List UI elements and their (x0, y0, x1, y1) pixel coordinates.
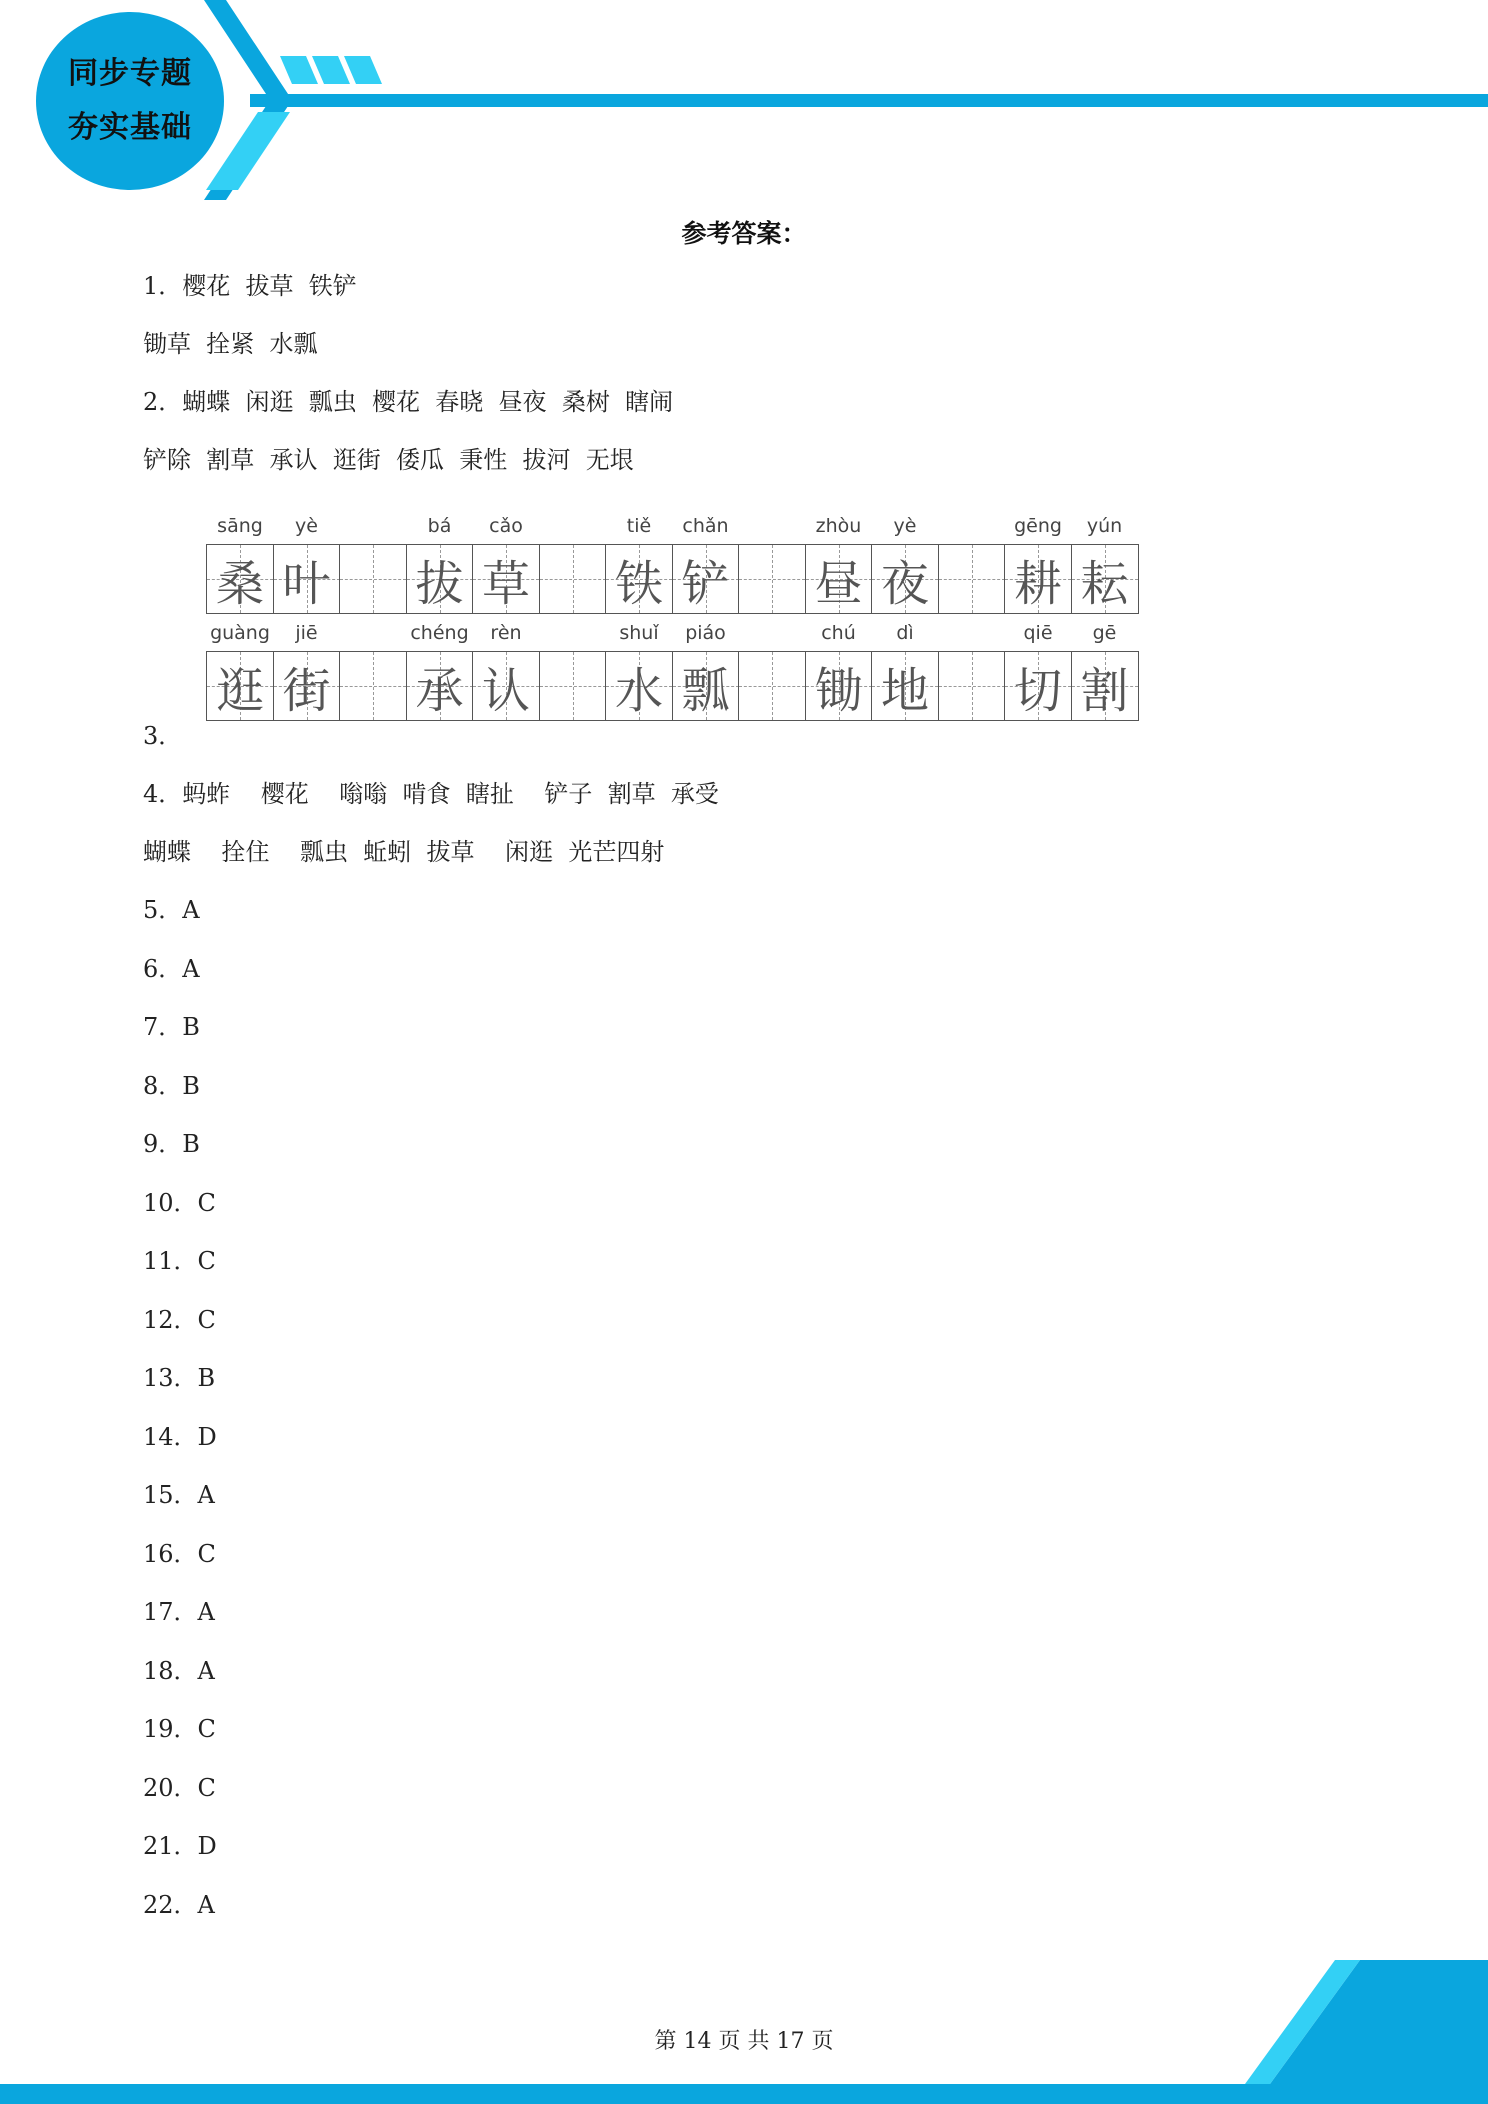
hanzi-character: 铲 (681, 555, 730, 612)
pinyin-label: sāng (217, 515, 263, 537)
hanzi-character: 割 (1080, 662, 1129, 719)
grid-cell (472, 622, 540, 721)
answer-title: 参考答案： (681, 219, 807, 248)
badge-line-1: 同步专题 (68, 56, 192, 91)
pinyin-label: rèn (490, 622, 522, 644)
answer-line: 14．D (143, 1423, 217, 1451)
hanzi-character: 街 (282, 662, 331, 719)
grid-cell (472, 515, 540, 614)
hanzi-character: 锄 (814, 662, 863, 719)
grid-row (206, 515, 1137, 614)
grid-cell (871, 622, 939, 721)
answer-line: 铲除 割草 承认 逛街 倭瓜 秉性 拔河 无垠 (143, 446, 634, 474)
grid-cell (273, 515, 341, 614)
answer-line: 17．A (143, 1598, 215, 1626)
pinyin-label: jiē (295, 622, 318, 644)
answer-line: 16．C (143, 1540, 216, 1568)
grid-row (206, 622, 1137, 721)
answer-line: 蝴蝶 拴住 瓢虫 蚯蚓 拔草 闲逛 光芒四射 (143, 838, 665, 866)
answer-line: 13．B (143, 1364, 216, 1392)
grid-cell-empty (738, 651, 806, 721)
answer-line: 8．B (143, 1072, 200, 1100)
answer-line: 11．C (143, 1247, 216, 1275)
pinyin-label: zhòu (815, 515, 862, 537)
page-number: 第 14 页 共 17 页 (654, 2029, 834, 2054)
pinyin-label: shuǐ (619, 622, 659, 644)
pinyin-label: gēng (1014, 515, 1062, 537)
hanzi-character: 拔 (415, 555, 464, 612)
grid-cell (805, 622, 873, 721)
pinyin-label: chéng (410, 622, 469, 644)
grid-cell (605, 515, 673, 614)
grid-cell (1071, 622, 1139, 721)
pinyin-label: tiě (626, 515, 652, 537)
grid-cell-empty (938, 544, 1006, 614)
pinyin-label: cǎo (489, 515, 523, 537)
answer-line: 22．A (143, 1891, 215, 1919)
pinyin-label: chǎn (682, 515, 729, 537)
hanzi-character: 耕 (1013, 555, 1062, 612)
grid-cell-empty (339, 651, 407, 721)
answer-line: 3． (143, 722, 183, 750)
hanzi-character: 认 (481, 662, 530, 719)
grid-cell-empty (738, 544, 806, 614)
hanzi-character: 叶 (282, 555, 331, 612)
pinyin-label: gē (1092, 622, 1117, 644)
hanzi-character: 桑 (215, 555, 264, 612)
answer-line: 20．C (143, 1774, 216, 1802)
grid-cell (206, 622, 274, 721)
hanzi-character: 水 (614, 662, 663, 719)
answer-line: 2．蝴蝶 闲逛 瓢虫 樱花 春晓 昼夜 桑树 瞎闹 (143, 388, 674, 416)
hanzi-character: 铁 (614, 555, 663, 612)
pinyin-label: yún (1086, 515, 1123, 537)
answer-line: 1．樱花 拔草 铁铲 (143, 272, 357, 300)
grid-cell-empty (339, 544, 407, 614)
grid-cell (871, 515, 939, 614)
pinyin-label: chú (821, 622, 856, 644)
answer-line: 5．A (143, 896, 200, 924)
badge-line-2: 夯实基础 (68, 110, 192, 145)
grid-cell-empty (539, 651, 607, 721)
hanzi-character: 耘 (1080, 555, 1129, 612)
pinyin-label: bá (427, 515, 452, 537)
pinyin-label: yè (295, 515, 318, 537)
grid-cell (406, 622, 474, 721)
hanzi-character: 地 (880, 662, 929, 719)
pinyin-label: yè (893, 515, 917, 537)
answer-line: 4．蚂蚱 樱花 嗡嗡 啃食 瞎扯 铲子 割草 承受 (143, 780, 719, 808)
answer-line: 6．A (143, 955, 200, 983)
hanzi-character: 昼 (814, 555, 863, 612)
hanzi-character: 草 (481, 555, 530, 612)
answer-line: 21．D (143, 1832, 217, 1860)
grid-cell (605, 622, 673, 721)
grid-cell (672, 622, 740, 721)
grid-cell (805, 515, 873, 614)
answer-line: 19．C (143, 1715, 216, 1743)
grid-cell (1004, 515, 1072, 614)
hanzi-character: 逛 (215, 662, 264, 719)
hanzi-character: 切 (1013, 662, 1062, 719)
answer-line: 锄草 拴紧 水瓢 (143, 330, 318, 358)
grid-cell (1004, 622, 1072, 721)
grid-cell-empty (539, 544, 607, 614)
answer-line: 7．B (143, 1013, 200, 1041)
grid-cell (672, 515, 740, 614)
grid-cell (273, 622, 341, 721)
answer-line: 9．B (143, 1130, 200, 1158)
pinyin-label: guàng (210, 622, 270, 644)
grid-cell (406, 515, 474, 614)
topic-badge (36, 12, 224, 190)
hanzi-character: 夜 (880, 555, 929, 612)
grid-cell-empty (938, 651, 1006, 721)
answer-line: 15．A (143, 1481, 215, 1509)
answer-line: 18．A (143, 1657, 215, 1685)
hanzi-character: 承 (415, 662, 464, 719)
grid-cell (206, 515, 274, 614)
answer-line: 12．C (143, 1306, 216, 1334)
hanzi-character: 瓢 (681, 662, 730, 719)
pinyin-label: dì (896, 622, 914, 644)
answer-line: 10．C (143, 1189, 216, 1217)
pinyin-label: piáo (685, 622, 726, 644)
pinyin-label: qiē (1023, 622, 1053, 644)
grid-cell (1071, 515, 1139, 614)
